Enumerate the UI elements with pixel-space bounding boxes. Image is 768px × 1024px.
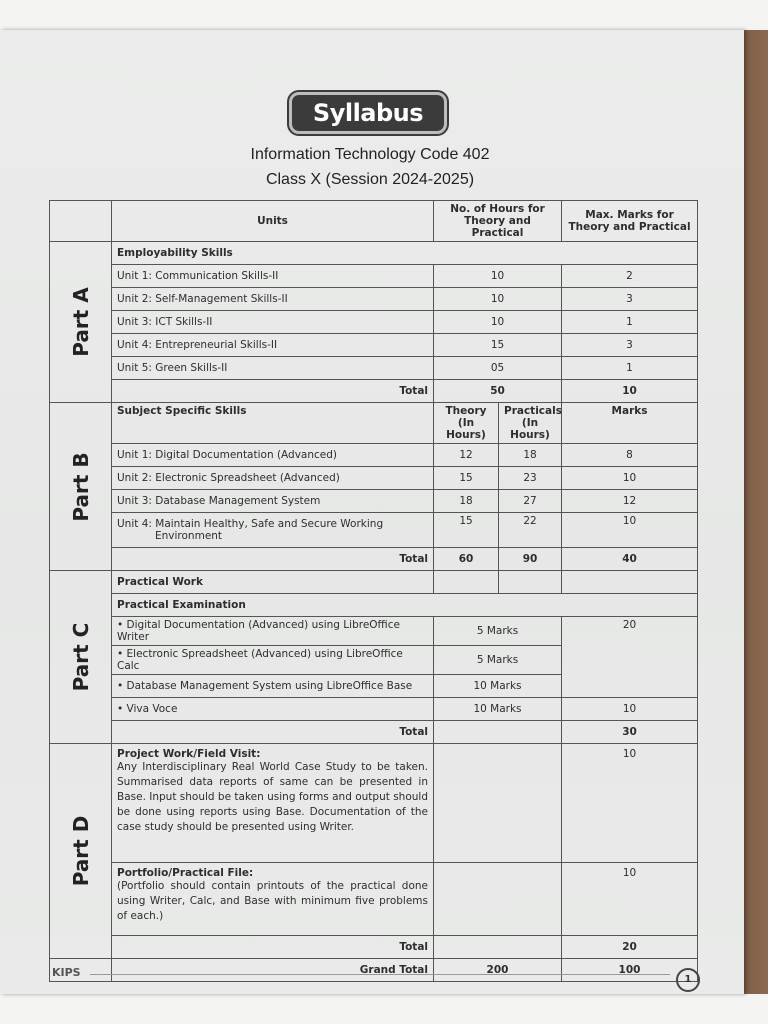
part-a-marks: 1 bbox=[562, 357, 698, 380]
part-a-unit: Unit 2: Self-Management Skills-II bbox=[112, 288, 434, 311]
part-c-label: Part C bbox=[68, 622, 93, 692]
part-a-hours: 15 bbox=[434, 334, 562, 357]
part-a-marks: 2 bbox=[562, 265, 698, 288]
part-b-theory-head: Theory (In Hours) bbox=[434, 403, 499, 444]
part-b-theory: 18 bbox=[434, 490, 499, 513]
part-b-practicals: 27 bbox=[499, 490, 562, 513]
part-c-viva-max: 10 bbox=[562, 698, 698, 721]
part-b-section-title: Subject Specific Skills bbox=[112, 403, 434, 444]
header-hours: No. of Hours for Theory and Practical bbox=[434, 201, 562, 242]
part-b-total-label: Total bbox=[112, 548, 434, 571]
part-a-marks: 1 bbox=[562, 311, 698, 334]
part-a-unit: Unit 1: Communication Skills-II bbox=[112, 265, 434, 288]
grand-total-row bbox=[50, 959, 698, 982]
empty-cell bbox=[434, 744, 562, 863]
part-a-unit: Unit 3: ICT Skills-II bbox=[112, 311, 434, 334]
part-d-portfolio-cell bbox=[112, 863, 434, 936]
part-b-label-cell bbox=[50, 403, 112, 571]
part-b-unit: Unit 2: Electronic Spreadsheet (Advanced) bbox=[112, 467, 434, 490]
table-row bbox=[50, 334, 698, 357]
part-b-unit: Unit 3: Database Management System bbox=[112, 490, 434, 513]
portfolio-text: (Portfolio should contain printouts of the practical done using Writer, Calc, and Base with minimum five problems of each.) bbox=[117, 880, 428, 922]
empty-cell bbox=[434, 571, 499, 594]
part-a-total-label: Total bbox=[112, 380, 434, 403]
empty-cell bbox=[499, 571, 562, 594]
table-row bbox=[50, 617, 698, 646]
portfolio-title: Portfolio/Practical File: bbox=[117, 867, 254, 879]
table-row bbox=[50, 513, 698, 548]
part-a-hours: 10 bbox=[434, 288, 562, 311]
part-a-hours: 05 bbox=[434, 357, 562, 380]
part-c-item: • Electronic Spreadsheet (Advanced) using LibreOffice Calc bbox=[112, 646, 434, 675]
grand-total-marks: 100 bbox=[562, 959, 698, 982]
backdrop-top bbox=[0, 0, 768, 30]
part-b-practicals: 18 bbox=[499, 444, 562, 467]
empty-cell bbox=[434, 721, 562, 744]
part-b-unit-cell bbox=[112, 513, 434, 548]
header-blank bbox=[50, 201, 112, 242]
part-d-portfolio-row bbox=[50, 863, 698, 936]
part-b-marks-head: Marks bbox=[562, 403, 698, 444]
table-row bbox=[50, 467, 698, 490]
part-c-item: • Digital Documentation (Advanced) using LibreOffice Writer bbox=[112, 617, 434, 646]
part-b-practicals-head: Practicals (In Hours) bbox=[499, 403, 562, 444]
table-row bbox=[50, 311, 698, 334]
part-a-total-marks: 10 bbox=[562, 380, 698, 403]
table-row bbox=[50, 288, 698, 311]
part-b-total-marks: 40 bbox=[562, 548, 698, 571]
part-c-subsection-title: Practical Examination bbox=[112, 594, 698, 617]
part-a-hours: 10 bbox=[434, 265, 562, 288]
part-a-marks: 3 bbox=[562, 334, 698, 357]
table-row bbox=[50, 490, 698, 513]
header-units: Units bbox=[112, 201, 434, 242]
part-c-section-title: Practical Work bbox=[112, 571, 434, 594]
part-b-theory: 15 bbox=[434, 513, 499, 548]
part-c-item-marks: 5 Marks bbox=[434, 646, 562, 675]
part-c-item: • Viva Voce bbox=[112, 698, 434, 721]
part-c-total-marks: 30 bbox=[562, 721, 698, 744]
empty-cell bbox=[562, 571, 698, 594]
part-c-item: • Database Management System using LibreOffice Base bbox=[112, 675, 434, 698]
part-b-practicals: 23 bbox=[499, 467, 562, 490]
project-title: Project Work/Field Visit: bbox=[117, 748, 261, 760]
table-header-row bbox=[50, 201, 698, 242]
part-d-total-marks: 20 bbox=[562, 936, 698, 959]
part-d-project-row bbox=[50, 744, 698, 863]
grand-total-hours: 200 bbox=[434, 959, 562, 982]
subject-title: Information Technology Code 402 bbox=[250, 146, 490, 163]
header-marks: Max. Marks for Theory and Practical bbox=[562, 201, 698, 242]
part-c-item-marks: 5 Marks bbox=[434, 617, 562, 646]
part-d-total-label: Total bbox=[112, 936, 434, 959]
project-text: Any Interdisciplinary Real World Case Study to be taken. Summarised data reports of same can be presented in Base. Input should be taken using forms and output should be done using reports using Base. Documentation of the case study should be presented using Writer. bbox=[117, 761, 428, 833]
part-b-unit: Unit 1: Digital Documentation (Advanced) bbox=[112, 444, 434, 467]
part-b-marks: 12 bbox=[562, 490, 698, 513]
part-b-practicals: 22 bbox=[499, 513, 562, 548]
page-number: 1 bbox=[676, 968, 700, 992]
part-c-total-row bbox=[50, 721, 698, 744]
part-a-marks: 3 bbox=[562, 288, 698, 311]
part-a-unit: Unit 5: Green Skills-II bbox=[112, 357, 434, 380]
part-c-exam-max: 20 bbox=[562, 617, 698, 698]
part-b-header-row bbox=[50, 403, 698, 444]
backdrop-bottom bbox=[0, 994, 768, 1024]
class-session: Class X (Session 2024-2025) bbox=[265, 171, 475, 188]
part-c-label-cell bbox=[50, 571, 112, 744]
table-row bbox=[50, 357, 698, 380]
part-a-section-title: Employability Skills bbox=[112, 242, 698, 265]
part-b-marks: 10 bbox=[562, 467, 698, 490]
publisher-logo: KIPS bbox=[52, 966, 81, 979]
part-a-section-row bbox=[50, 242, 698, 265]
empty-cell bbox=[434, 936, 562, 959]
part-b-label: Part B bbox=[68, 451, 93, 522]
part-c-total-label: Total bbox=[112, 721, 434, 744]
part-b-marks: 8 bbox=[562, 444, 698, 467]
part-b-total-theory: 60 bbox=[434, 548, 499, 571]
part-a-unit: Unit 4: Entrepreneurial Skills-II bbox=[112, 334, 434, 357]
part-c-item-marks: 10 Marks bbox=[434, 698, 562, 721]
part-b-theory: 15 bbox=[434, 467, 499, 490]
grand-total-label: Grand Total bbox=[112, 959, 434, 982]
part-a-total-hours: 50 bbox=[434, 380, 562, 403]
portfolio-marks: 10 bbox=[562, 863, 698, 936]
table-row bbox=[50, 444, 698, 467]
part-b-marks: 10 bbox=[562, 513, 698, 548]
part-d-total-row bbox=[50, 936, 698, 959]
empty-cell bbox=[434, 863, 562, 936]
part-c-section-row bbox=[50, 571, 698, 594]
part-a-total-row bbox=[50, 380, 698, 403]
part-a-label-cell bbox=[50, 242, 112, 403]
part-c-item-marks: 10 Marks bbox=[434, 675, 562, 698]
part-d-label-cell bbox=[50, 744, 112, 959]
part-a-hours: 10 bbox=[434, 311, 562, 334]
syllabus-badge: Syllabus bbox=[289, 92, 447, 134]
part-b-total-row bbox=[50, 548, 698, 571]
table-row bbox=[50, 698, 698, 721]
part-a-label: Part A bbox=[68, 287, 93, 357]
footer-divider bbox=[90, 974, 670, 975]
part-d-project-cell bbox=[112, 744, 434, 863]
part-b-unit: Unit 4: Maintain Healthy, Safe and Secure Working bbox=[117, 518, 384, 530]
part-d-label: Part D bbox=[68, 815, 93, 887]
part-b-total-practicals: 90 bbox=[499, 548, 562, 571]
part-b-theory: 12 bbox=[434, 444, 499, 467]
part-c-subsection-row bbox=[50, 594, 698, 617]
project-marks: 10 bbox=[562, 744, 698, 863]
table-row bbox=[50, 265, 698, 288]
part-b-unit-continued: Environment bbox=[155, 530, 223, 542]
syllabus-table bbox=[49, 200, 698, 982]
